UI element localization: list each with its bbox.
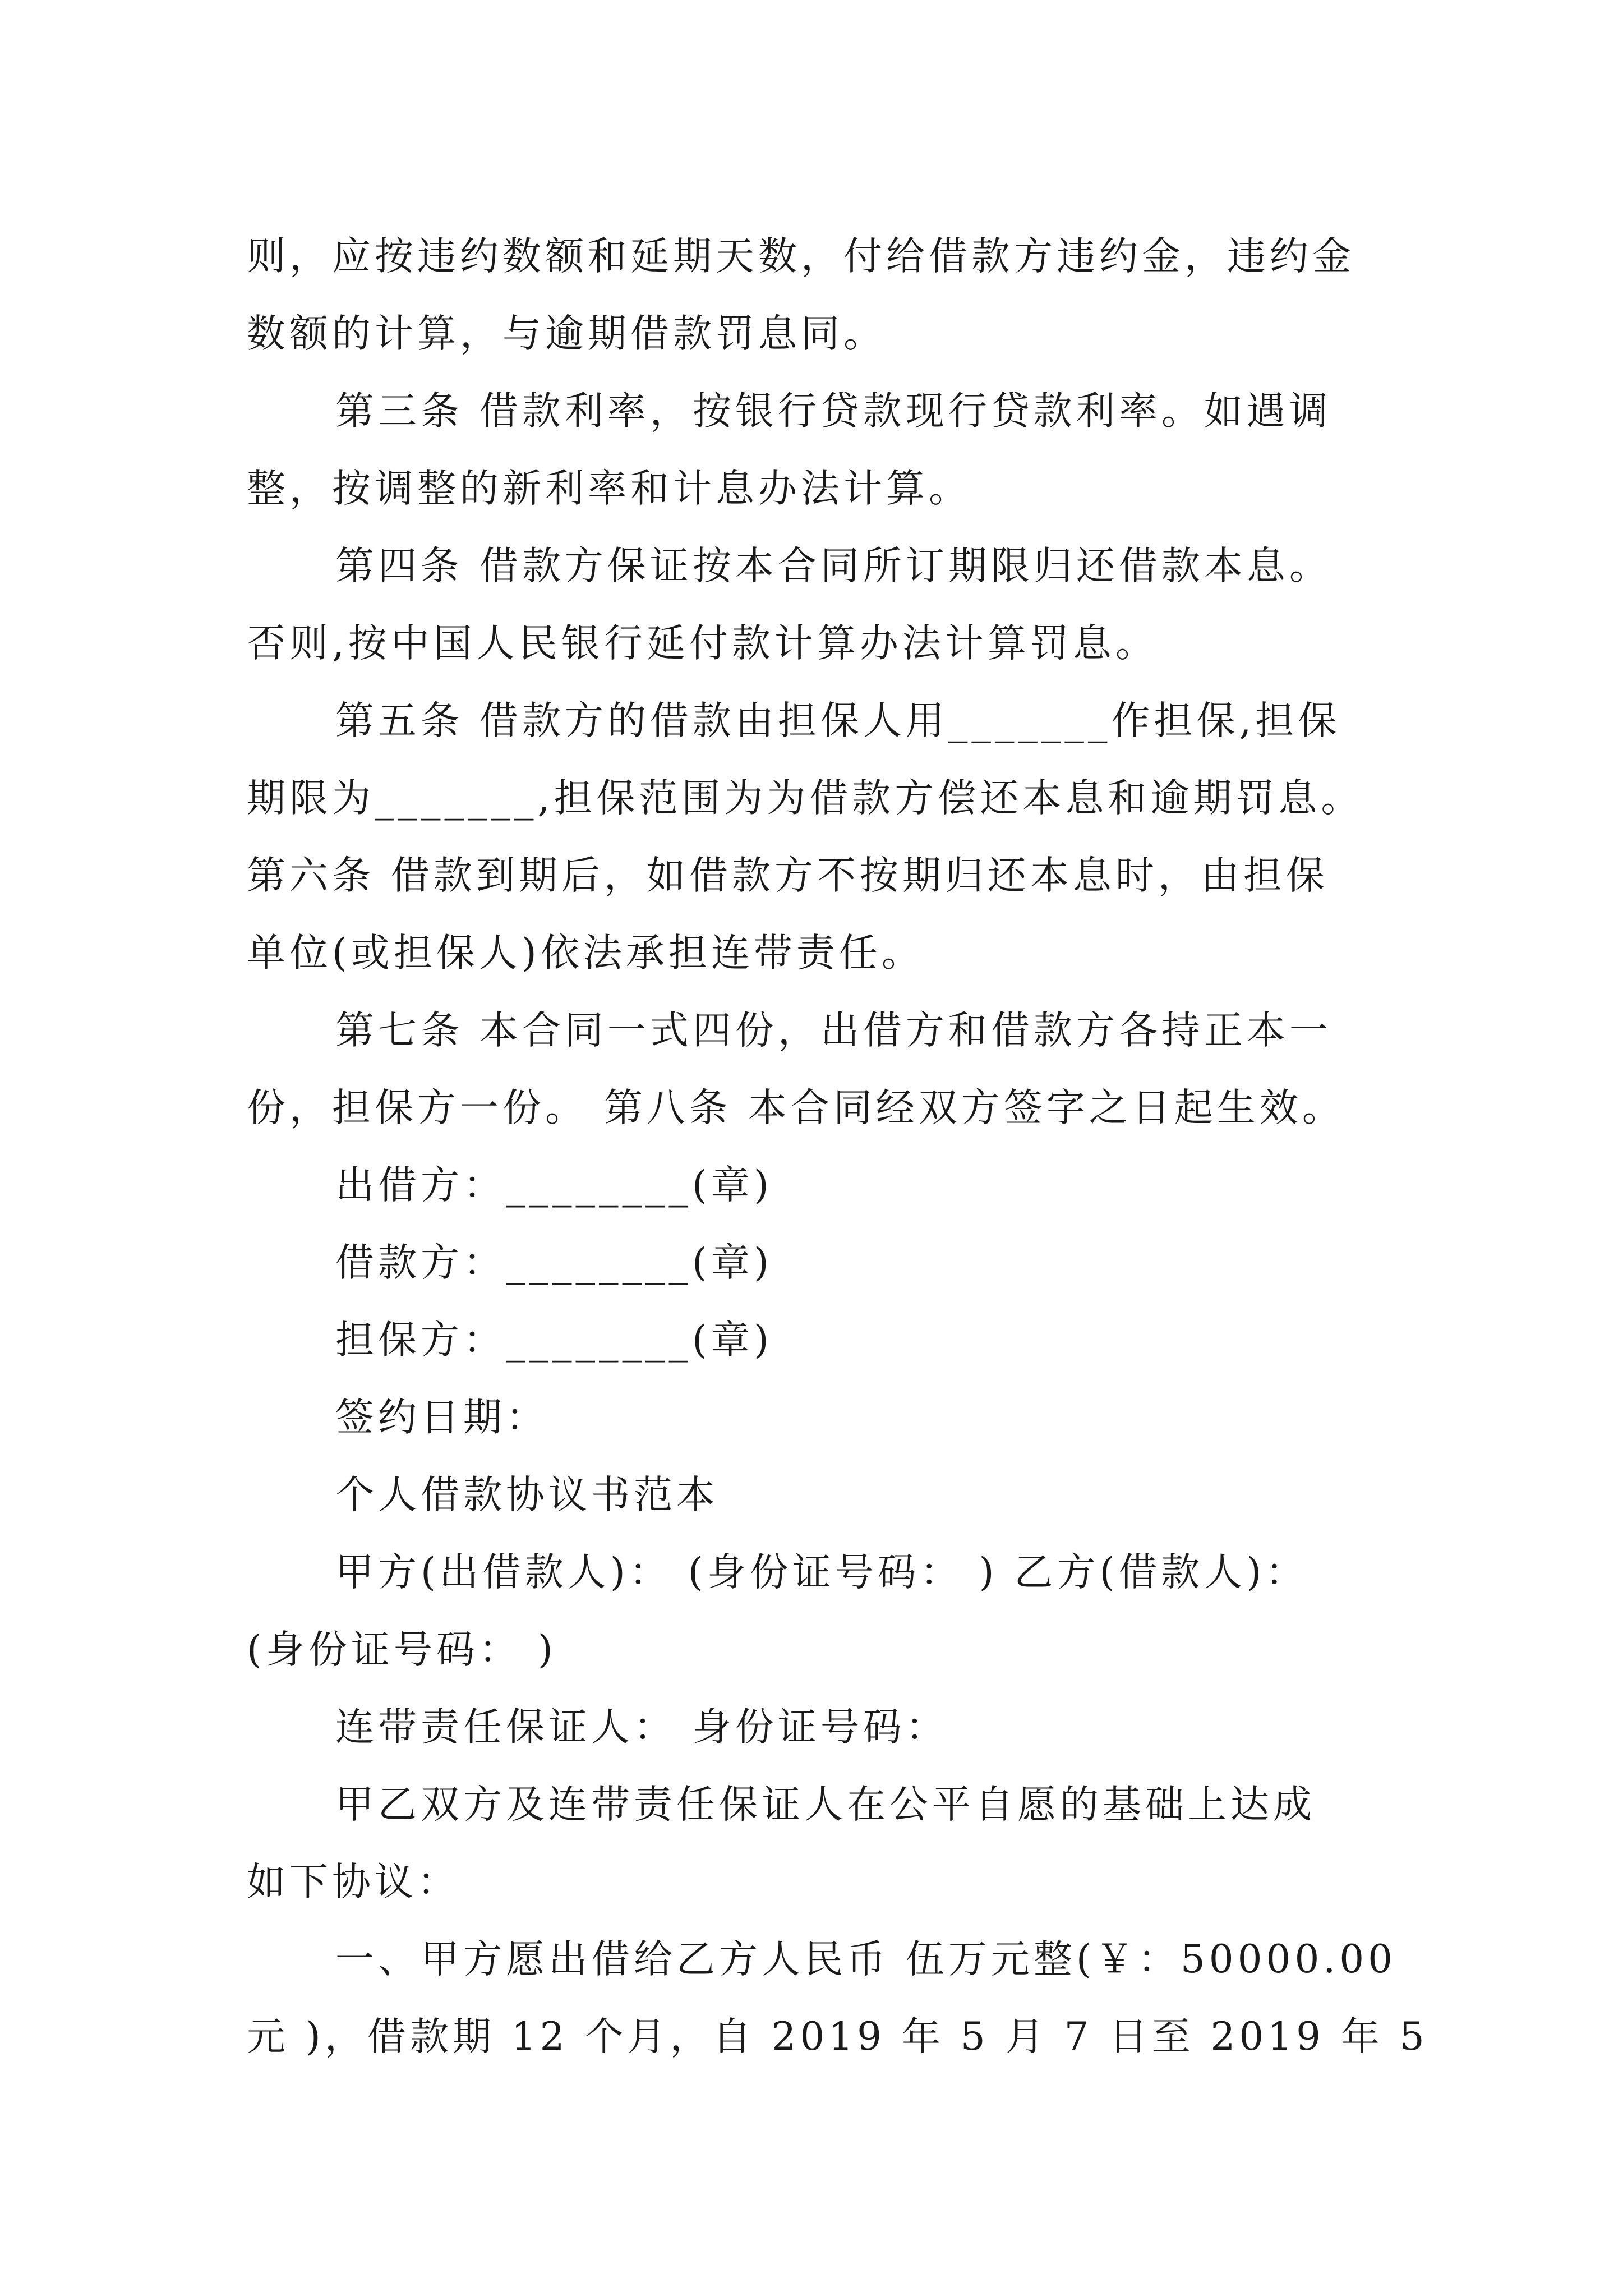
- signature-line-guarantor: 担保方：________(章): [335, 1318, 773, 1363]
- text-line: 整，按调整的新利率和计息办法计算。: [247, 466, 971, 511]
- text-line: 第三条 借款利率，按银行贷款现行贷款利率。如遇调: [335, 389, 1332, 434]
- document-body: [247, 218, 1428, 2076]
- text-line: 第七条 本合同一式四份，出借方和借款方各持正本一: [335, 1008, 1332, 1053]
- text-line: 连带责任保证人： 身份证号码：: [335, 1705, 948, 1750]
- text-line: 第六条 借款到期后，如借款方不按期归还本息时，由担保: [247, 853, 1329, 898]
- text-line: 则，应按违约数额和延期天数，付给借款方违约金，违约金: [247, 234, 1355, 279]
- signing-date-line: 签约日期：: [335, 1395, 548, 1440]
- text-line: 第五条 借款方的借款由担保人用_______作担保,担保: [335, 698, 1341, 743]
- text-line: 如下协议：: [247, 1860, 460, 1904]
- text-line: 甲乙双方及连带责任保证人在公平自愿的基础上达成: [335, 1782, 1316, 1827]
- text-line: 一、甲方愿出借给乙方人民币 伍万元整(￥：50000.00: [335, 1937, 1397, 1982]
- text-line: 第四条 借款方保证按本合同所订期限归还借款本息。: [335, 544, 1332, 588]
- text-line: 份，担保方一份。 第八条 本合同经双方签字之日起生效。: [247, 1085, 1345, 1130]
- text-line: 否则,按中国人民银行延付款计算办法计算罚息。: [247, 621, 1158, 666]
- section-title: 个人借款协议书范本: [335, 1473, 719, 1517]
- signature-line-lender: 出借方：________(章): [335, 1163, 773, 1208]
- text-line: 单位(或担保人)依法承担连带责任。: [247, 931, 924, 976]
- text-line: 数额的计算，与逾期借款罚息同。: [247, 311, 886, 356]
- text-line: (身份证号码： ): [247, 1627, 557, 1672]
- text-line: 元 )，借款期 12 个月，自 2019 年 5 月 7 日至 2019 年 5: [247, 2014, 1428, 2059]
- text-line: 甲方(出借款人)： (身份证号码： ) 乙方(借款人)：: [335, 1550, 1308, 1595]
- signature-line-borrower: 借款方：________(章): [335, 1240, 773, 1285]
- text-line: 期限为_______,担保范围为为借款方偿还本息和逾期罚息。: [247, 776, 1364, 821]
